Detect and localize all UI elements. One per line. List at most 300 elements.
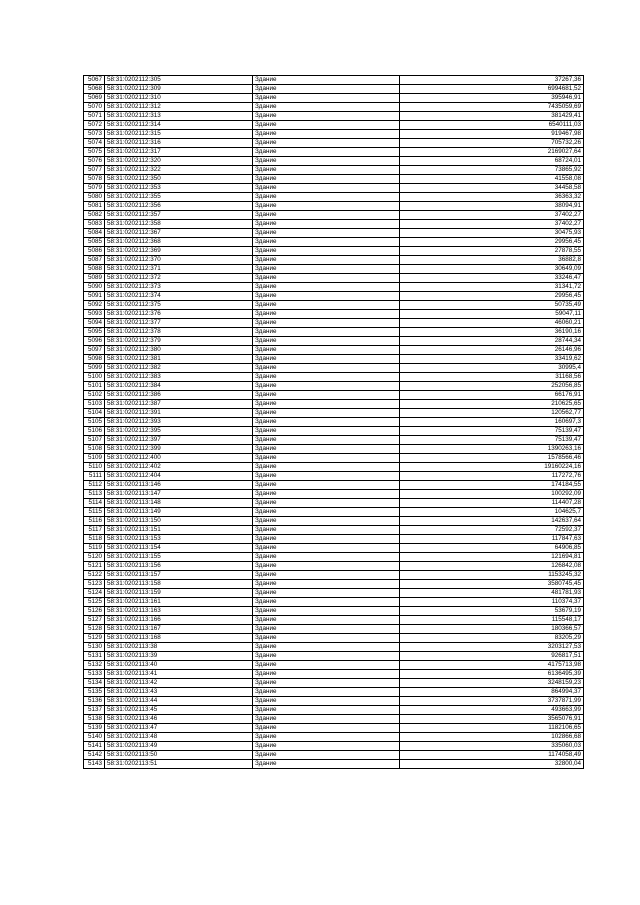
table-row [84, 598, 584, 607]
object-type-cell: Здание [253, 94, 400, 103]
row-number-cell: 5122 [84, 571, 105, 580]
cadastral-number-cell: 58:31:0202112:402 [105, 463, 253, 472]
cadastral-number-cell: 58:31:0202113:155 [105, 553, 253, 562]
table-row [84, 373, 584, 382]
cadastral-value-cell: 864994,37 [400, 688, 584, 697]
row-number-cell: 5102 [84, 391, 105, 400]
cadastral-number-cell: 58:31:0202113:166 [105, 616, 253, 625]
row-number-cell: 5098 [84, 355, 105, 364]
table-row [84, 607, 584, 616]
object-type-cell: Здание [253, 130, 400, 139]
table-row [84, 715, 584, 724]
object-type-cell: Здание [253, 688, 400, 697]
table-row [84, 274, 584, 283]
cadastral-number-cell: 58:31:0202112:399 [105, 445, 253, 454]
table-row [84, 265, 584, 274]
table-row [84, 112, 584, 121]
cadastral-value-cell: 1182106,65 [400, 724, 584, 733]
table-row [84, 652, 584, 661]
object-type-cell: Здание [253, 616, 400, 625]
cadastral-number-cell: 58:31:0202113:48 [105, 733, 253, 742]
cadastral-number-cell: 58:31:0202112:310 [105, 94, 253, 103]
cadastral-number-cell: 58:31:0202112:384 [105, 382, 253, 391]
cadastral-number-cell: 58:31:0202112:376 [105, 310, 253, 319]
object-type-cell: Здание [253, 238, 400, 247]
row-number-cell: 5133 [84, 670, 105, 679]
cadastral-value-cell: 75139,47 [400, 436, 584, 445]
row-number-cell: 5115 [84, 508, 105, 517]
cadastral-number-cell: 58:31:0202112:372 [105, 274, 253, 283]
cadastral-value-cell: 83205,29 [400, 634, 584, 643]
row-number-cell: 5099 [84, 364, 105, 373]
object-type-cell: Здание [253, 265, 400, 274]
cadastral-number-cell: 58:31:0202113:43 [105, 688, 253, 697]
table-row [84, 301, 584, 310]
row-number-cell: 5129 [84, 634, 105, 643]
row-number-cell: 5100 [84, 373, 105, 382]
row-number-cell: 5082 [84, 211, 105, 220]
object-type-cell: Здание [253, 589, 400, 598]
cadastral-value-cell: 27878,55 [400, 247, 584, 256]
cadastral-value-cell: 3580745,45 [400, 580, 584, 589]
table-row [84, 256, 584, 265]
table-row [84, 337, 584, 346]
table-row [84, 490, 584, 499]
cadastral-value-cell: 28744,34 [400, 337, 584, 346]
object-type-cell: Здание [253, 580, 400, 589]
table-row [84, 571, 584, 580]
cadastral-value-cell: 120562,77 [400, 409, 584, 418]
cadastral-value-cell: 3203127,53 [400, 643, 584, 652]
row-number-cell: 5106 [84, 427, 105, 436]
object-type-cell: Здание [253, 607, 400, 616]
table-row [84, 148, 584, 157]
cadastral-value-cell: 3565076,91 [400, 715, 584, 724]
cadastral-value-cell: 481781,93 [400, 589, 584, 598]
table-row [84, 679, 584, 688]
cadastral-value-cell: 395946,91 [400, 94, 584, 103]
object-type-cell: Здание [253, 571, 400, 580]
cadastral-value-cell: 174184,55 [400, 481, 584, 490]
object-type-cell: Здание [253, 490, 400, 499]
table-row [84, 436, 584, 445]
row-number-cell: 5120 [84, 553, 105, 562]
object-type-cell: Здание [253, 418, 400, 427]
row-number-cell: 5113 [84, 490, 105, 499]
cadastral-value-cell: 32800,04 [400, 760, 584, 769]
object-type-cell: Здание [253, 472, 400, 481]
cadastral-value-cell: 115548,17 [400, 616, 584, 625]
object-type-cell: Здание [253, 553, 400, 562]
row-number-cell: 5095 [84, 328, 105, 337]
table-row [84, 229, 584, 238]
cadastral-value-cell: 50735,49 [400, 301, 584, 310]
row-number-cell: 5126 [84, 607, 105, 616]
cadastral-number-cell: 58:31:0202112:375 [105, 301, 253, 310]
cadastral-value-cell: 37402,27 [400, 211, 584, 220]
row-number-cell: 5072 [84, 121, 105, 130]
cadastral-value-cell: 26146,96 [400, 346, 584, 355]
table-row [84, 247, 584, 256]
cadastral-value-cell: 110374,37 [400, 598, 584, 607]
table-row [84, 634, 584, 643]
object-type-cell: Здание [253, 166, 400, 175]
object-type-cell: Здание [253, 256, 400, 265]
row-number-cell: 5103 [84, 400, 105, 409]
table-row [84, 562, 584, 571]
cadastral-value-cell: 72592,37 [400, 526, 584, 535]
cadastral-value-cell: 41558,08 [400, 175, 584, 184]
table-row [84, 427, 584, 436]
row-number-cell: 5067 [84, 76, 105, 85]
row-number-cell: 5081 [84, 202, 105, 211]
cadastral-value-cell: 2169027,64 [400, 148, 584, 157]
row-number-cell: 5070 [84, 103, 105, 112]
cadastral-number-cell: 58:31:0202112:379 [105, 337, 253, 346]
table-row [84, 85, 584, 94]
row-number-cell: 5121 [84, 562, 105, 571]
cadastral-number-cell: 58:31:0202112:386 [105, 391, 253, 400]
cadastral-value-cell: 29956,45 [400, 292, 584, 301]
cadastral-number-cell: 58:31:0202113:159 [105, 589, 253, 598]
row-number-cell: 5087 [84, 256, 105, 265]
object-type-cell: Здание [253, 562, 400, 571]
table-row [84, 139, 584, 148]
object-type-cell: Здание [253, 229, 400, 238]
object-type-cell: Здание [253, 535, 400, 544]
row-number-cell: 5101 [84, 382, 105, 391]
object-type-cell: Здание [253, 319, 400, 328]
cadastral-value-cell: 29956,45 [400, 238, 584, 247]
object-type-cell: Здание [253, 310, 400, 319]
row-number-cell: 5094 [84, 319, 105, 328]
row-number-cell: 5091 [84, 292, 105, 301]
table-row [84, 364, 584, 373]
cadastral-value-cell: 31168,56 [400, 373, 584, 382]
cadastral-number-cell: 58:31:0202113:146 [105, 481, 253, 490]
cadastral-value-cell: 6540111,03 [400, 121, 584, 130]
row-number-cell: 5116 [84, 517, 105, 526]
row-number-cell: 5132 [84, 661, 105, 670]
table-row [84, 238, 584, 247]
cadastral-value-cell: 4175713,98 [400, 661, 584, 670]
cadastral-value-cell: 59047,11 [400, 310, 584, 319]
cadastral-number-cell: 58:31:0202113:45 [105, 706, 253, 715]
row-number-cell: 5086 [84, 247, 105, 256]
cadastral-value-cell: 33246,47 [400, 274, 584, 283]
cadastral-value-cell: 926817,51 [400, 652, 584, 661]
row-number-cell: 5135 [84, 688, 105, 697]
row-number-cell: 5118 [84, 535, 105, 544]
table-row [84, 706, 584, 715]
row-number-cell: 5134 [84, 679, 105, 688]
cadastral-number-cell: 58:31:0202112:353 [105, 184, 253, 193]
cadastral-value-cell: 117847,63 [400, 535, 584, 544]
table-row [84, 742, 584, 751]
cadastral-number-cell: 58:31:0202112:358 [105, 220, 253, 229]
cadastral-number-cell: 58:31:0202113:163 [105, 607, 253, 616]
cadastral-value-cell: 1153245,32 [400, 571, 584, 580]
table-row [84, 580, 584, 589]
cadastral-value-cell: 30995,4 [400, 364, 584, 373]
cadastral-number-cell: 58:31:0202112:316 [105, 139, 253, 148]
cadastral-value-cell: 33419,62 [400, 355, 584, 364]
cadastral-number-cell: 58:31:0202112:309 [105, 85, 253, 94]
cadastral-value-cell: 3737871,99 [400, 697, 584, 706]
object-type-cell: Здание [253, 175, 400, 184]
object-type-cell: Здание [253, 184, 400, 193]
table-row [84, 733, 584, 742]
cadastral-value-cell: 160697,3 [400, 418, 584, 427]
table-row [84, 724, 584, 733]
cadastral-value-cell: 1390263,16 [400, 445, 584, 454]
object-type-cell: Здание [253, 445, 400, 454]
row-number-cell: 5108 [84, 445, 105, 454]
cadastral-value-cell: 36190,16 [400, 328, 584, 337]
table-row [84, 355, 584, 364]
object-type-cell: Здание [253, 517, 400, 526]
cadastral-number-cell: 58:31:0202113:38 [105, 643, 253, 652]
row-number-cell: 5119 [84, 544, 105, 553]
object-type-cell: Здание [253, 427, 400, 436]
table-row [84, 697, 584, 706]
cadastral-number-cell: 58:31:0202113:47 [105, 724, 253, 733]
cadastral-number-cell: 58:31:0202112:369 [105, 247, 253, 256]
cadastral-number-cell: 58:31:0202112:317 [105, 148, 253, 157]
cadastral-number-cell: 58:31:0202112:356 [105, 202, 253, 211]
table-row [84, 481, 584, 490]
row-number-cell: 5128 [84, 625, 105, 634]
cadastral-number-cell: 58:31:0202113:149 [105, 508, 253, 517]
object-type-cell: Здание [253, 103, 400, 112]
object-type-cell: Здание [253, 391, 400, 400]
row-number-cell: 5089 [84, 274, 105, 283]
object-type-cell: Здание [253, 742, 400, 751]
cadastral-value-cell: 46060,21 [400, 319, 584, 328]
object-type-cell: Здание [253, 652, 400, 661]
row-number-cell: 5096 [84, 337, 105, 346]
object-type-cell: Здание [253, 211, 400, 220]
row-number-cell: 5092 [84, 301, 105, 310]
object-type-cell: Здание [253, 301, 400, 310]
object-type-cell: Здание [253, 346, 400, 355]
row-number-cell: 5085 [84, 238, 105, 247]
table-row [84, 535, 584, 544]
object-type-cell: Здание [253, 751, 400, 760]
table-row [84, 202, 584, 211]
table-row [84, 319, 584, 328]
cadastral-number-cell: 58:31:0202112:378 [105, 328, 253, 337]
row-number-cell: 5109 [84, 454, 105, 463]
object-type-cell: Здание [253, 661, 400, 670]
cadastral-number-cell: 58:31:0202113:49 [105, 742, 253, 751]
cadastral-value-cell: 180366,57 [400, 625, 584, 634]
table-row [84, 283, 584, 292]
object-type-cell: Здание [253, 400, 400, 409]
cadastral-number-cell: 58:31:0202112:355 [105, 193, 253, 202]
object-type-cell: Здание [253, 193, 400, 202]
object-type-cell: Здание [253, 148, 400, 157]
cadastral-number-cell: 58:31:0202113:147 [105, 490, 253, 499]
cadastral-value-cell: 31341,72 [400, 283, 584, 292]
row-number-cell: 5079 [84, 184, 105, 193]
table-row [84, 454, 584, 463]
row-number-cell: 5093 [84, 310, 105, 319]
row-number-cell: 5110 [84, 463, 105, 472]
cadastral-value-cell: 38094,91 [400, 202, 584, 211]
table-row [84, 544, 584, 553]
table-row [84, 526, 584, 535]
cadastral-number-cell: 58:31:0202112:373 [105, 283, 253, 292]
table-row [84, 220, 584, 229]
object-type-cell: Здание [253, 436, 400, 445]
cadastral-value-cell: 6994681,52 [400, 85, 584, 94]
object-type-cell: Здание [253, 454, 400, 463]
cadastral-number-cell: 58:31:0202113:44 [105, 697, 253, 706]
cadastral-number-cell: 58:31:0202112:380 [105, 346, 253, 355]
cadastral-number-cell: 58:31:0202113:40 [105, 661, 253, 670]
object-type-cell: Здание [253, 625, 400, 634]
table-row [84, 211, 584, 220]
table-row [84, 175, 584, 184]
cadastral-value-cell: 19160224,16 [400, 463, 584, 472]
table-row [84, 508, 584, 517]
table-row [84, 445, 584, 454]
object-type-cell: Здание [253, 643, 400, 652]
cadastral-number-cell: 58:31:0202112:377 [105, 319, 253, 328]
cadastral-number-cell: 58:31:0202112:371 [105, 265, 253, 274]
row-number-cell: 5143 [84, 760, 105, 769]
object-type-cell: Здание [253, 337, 400, 346]
table-row [84, 760, 584, 769]
object-type-cell: Здание [253, 706, 400, 715]
cadastral-number-cell: 58:31:0202112:397 [105, 436, 253, 445]
cadastral-value-cell: 30649,09 [400, 265, 584, 274]
cadastral-value-cell: 117272,76 [400, 472, 584, 481]
cadastral-number-cell: 58:31:0202112:314 [105, 121, 253, 130]
cadastral-number-cell: 58:31:0202112:374 [105, 292, 253, 301]
row-number-cell: 5123 [84, 580, 105, 589]
object-type-cell: Здание [253, 292, 400, 301]
cadastral-value-cell: 6136495,39 [400, 670, 584, 679]
cadastral-number-cell: 58:31:0202113:167 [105, 625, 253, 634]
row-number-cell: 5071 [84, 112, 105, 121]
object-type-cell: Здание [253, 373, 400, 382]
object-type-cell: Здание [253, 508, 400, 517]
table-row [84, 751, 584, 760]
cadastral-number-cell: 58:31:0202112:367 [105, 229, 253, 238]
row-number-cell: 5090 [84, 283, 105, 292]
cadastral-value-cell: 142637,64 [400, 517, 584, 526]
object-type-cell: Здание [253, 382, 400, 391]
object-type-cell: Здание [253, 733, 400, 742]
table-row [84, 328, 584, 337]
table-row [84, 661, 584, 670]
cadastral-number-cell: 58:31:0202113:42 [105, 679, 253, 688]
cadastral-number-cell: 58:31:0202112:387 [105, 400, 253, 409]
object-type-cell: Здание [253, 481, 400, 490]
row-number-cell: 5097 [84, 346, 105, 355]
table-row [84, 517, 584, 526]
cadastral-number-cell: 58:31:0202112:370 [105, 256, 253, 265]
registry-table-body [84, 76, 584, 769]
object-type-cell: Здание [253, 364, 400, 373]
object-type-cell: Здание [253, 247, 400, 256]
registry-table [83, 75, 584, 769]
row-number-cell: 5069 [84, 94, 105, 103]
cadastral-value-cell: 493663,99 [400, 706, 584, 715]
cadastral-value-cell: 919467,98 [400, 130, 584, 139]
object-type-cell: Здание [253, 760, 400, 769]
row-number-cell: 5138 [84, 715, 105, 724]
cadastral-number-cell: 58:31:0202112:305 [105, 76, 253, 85]
cadastral-value-cell: 3248159,23 [400, 679, 584, 688]
cadastral-value-cell: 121694,81 [400, 553, 584, 562]
table-row [84, 670, 584, 679]
cadastral-value-cell: 37267,36 [400, 76, 584, 85]
cadastral-value-cell: 102866,68 [400, 733, 584, 742]
table-row [84, 418, 584, 427]
object-type-cell: Здание [253, 157, 400, 166]
cadastral-number-cell: 58:31:0202112:393 [105, 418, 253, 427]
object-type-cell: Здание [253, 715, 400, 724]
cadastral-number-cell: 58:31:0202112:383 [105, 373, 253, 382]
row-number-cell: 5077 [84, 166, 105, 175]
table-row [84, 130, 584, 139]
cadastral-value-cell: 252056,85 [400, 382, 584, 391]
cadastral-number-cell: 58:31:0202113:158 [105, 580, 253, 589]
object-type-cell: Здание [253, 409, 400, 418]
object-type-cell: Здание [253, 463, 400, 472]
cadastral-value-cell: 73865,92 [400, 166, 584, 175]
row-number-cell: 5080 [84, 193, 105, 202]
row-number-cell: 5074 [84, 139, 105, 148]
cadastral-number-cell: 58:31:0202113:51 [105, 760, 253, 769]
cadastral-number-cell: 58:31:0202113:154 [105, 544, 253, 553]
cadastral-number-cell: 58:31:0202113:50 [105, 751, 253, 760]
object-type-cell: Здание [253, 499, 400, 508]
row-number-cell: 5137 [84, 706, 105, 715]
cadastral-number-cell: 58:31:0202113:156 [105, 562, 253, 571]
cadastral-number-cell: 58:31:0202112:315 [105, 130, 253, 139]
cadastral-value-cell: 30475,93 [400, 229, 584, 238]
cadastral-number-cell: 58:31:0202112:381 [105, 355, 253, 364]
row-number-cell: 5088 [84, 265, 105, 274]
row-number-cell: 5073 [84, 130, 105, 139]
cadastral-value-cell: 104625,7 [400, 508, 584, 517]
cadastral-value-cell: 705732,26 [400, 139, 584, 148]
table-row [84, 346, 584, 355]
object-type-cell: Здание [253, 274, 400, 283]
table-row [84, 184, 584, 193]
object-type-cell: Здание [253, 121, 400, 130]
table-row [84, 643, 584, 652]
cadastral-value-cell: 335060,03 [400, 742, 584, 751]
row-number-cell: 5107 [84, 436, 105, 445]
row-number-cell: 5140 [84, 733, 105, 742]
cadastral-value-cell: 1174058,49 [400, 751, 584, 760]
table-row [84, 103, 584, 112]
table-row [84, 472, 584, 481]
cadastral-number-cell: 58:31:0202112:312 [105, 103, 253, 112]
cadastral-number-cell: 58:31:0202112:395 [105, 427, 253, 436]
row-number-cell: 5112 [84, 481, 105, 490]
table-row [84, 166, 584, 175]
object-type-cell: Здание [253, 220, 400, 229]
row-number-cell: 5068 [84, 85, 105, 94]
table-row [84, 157, 584, 166]
cadastral-value-cell: 66176,91 [400, 391, 584, 400]
